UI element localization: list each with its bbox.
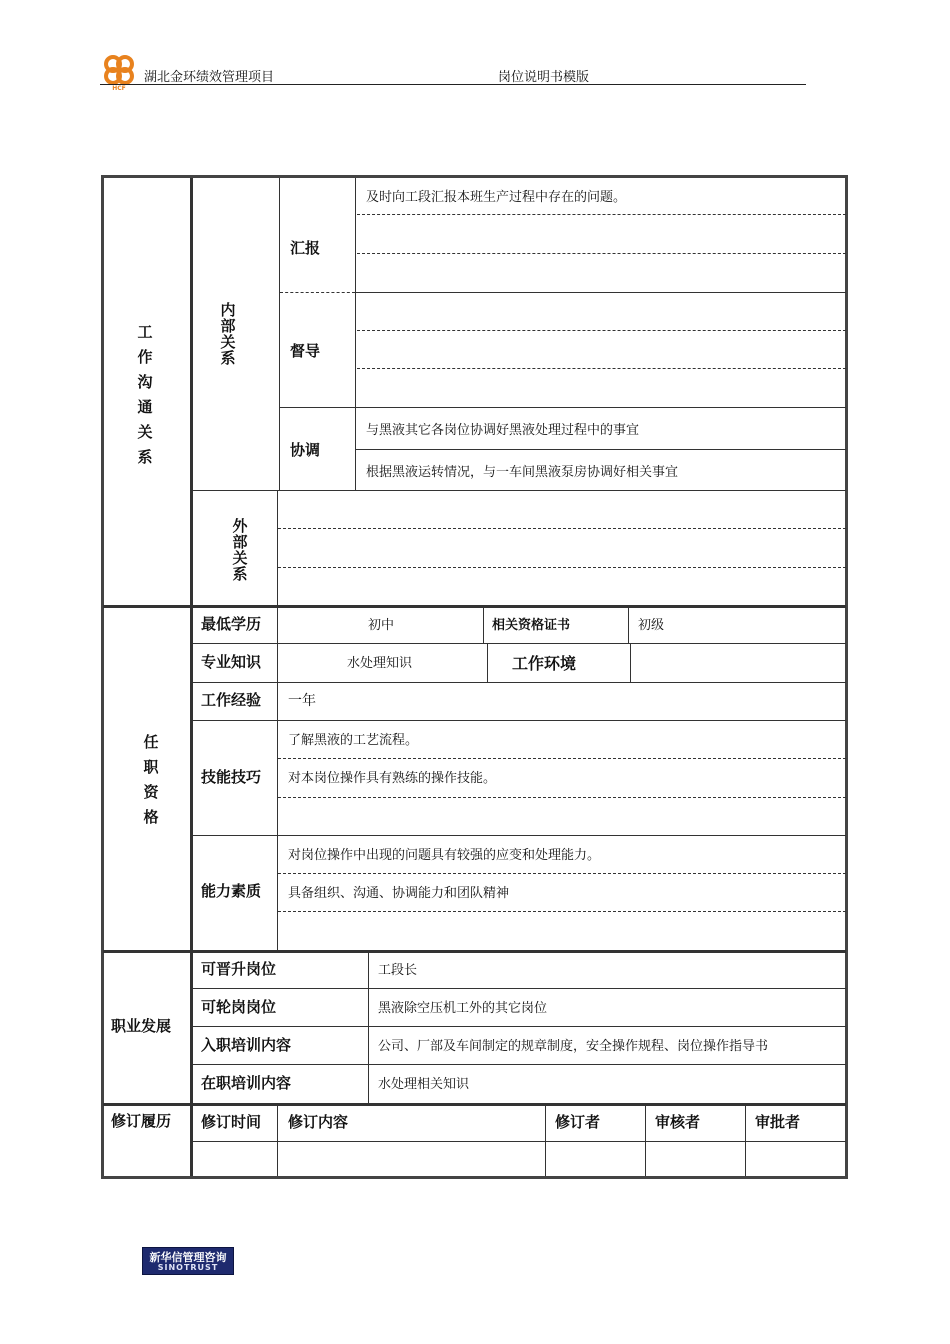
company-logo xyxy=(100,52,138,92)
environment-label: 工作环境 xyxy=(512,654,577,673)
inservice-training-value: 水处理相关知识 xyxy=(378,1077,470,1092)
inservice-training-label: 在职培训内容 xyxy=(201,1074,292,1092)
supervise-label: 督导 xyxy=(290,342,321,360)
promotion-value: 工段长 xyxy=(378,963,418,978)
skill-item: 对本岗位操作具有熟练的操作技能。 xyxy=(288,771,497,786)
career-section-label: 职业发展 xyxy=(111,1017,172,1035)
knowledge-label: 专业知识 xyxy=(201,653,262,671)
qualification-section-label: 任职资格 xyxy=(143,733,159,826)
revision-col-reviser: 修订者 xyxy=(555,1113,601,1131)
onboard-training-value: 公司、厂部及车间制定的规章制度，安全操作规程、岗位操作指导书 xyxy=(378,1039,769,1054)
footer-brand-en: SINOTRUST xyxy=(157,1263,219,1272)
ability-item: 具备组织、沟通、协调能力和团队精神 xyxy=(288,886,510,901)
revision-col-content: 修订内容 xyxy=(288,1113,349,1131)
communication-section-label: 工作沟通关系 xyxy=(137,323,153,466)
revision-section-label: 修订履历 xyxy=(111,1112,172,1130)
svg-text:HCF: HCF xyxy=(112,85,126,92)
footer-logo xyxy=(142,1247,234,1275)
external-relations-label: 外部关系 xyxy=(232,517,248,583)
coordinate-label: 协调 xyxy=(290,441,321,459)
promotion-label: 可晋升岗位 xyxy=(201,960,277,978)
header-project: 湖北金环绩效管理项目 xyxy=(144,70,275,85)
report-text: 及时向工段汇报本班生产过程中存在的问题。 xyxy=(366,190,627,205)
rotation-label: 可轮岗岗位 xyxy=(201,998,277,1016)
header-doc-type: 岗位说明书模版 xyxy=(498,70,590,85)
job-description-table xyxy=(101,175,848,1179)
report-label: 汇报 xyxy=(290,239,321,257)
internal-relations-label: 内部关系 xyxy=(220,301,236,367)
education-label: 最低学历 xyxy=(201,615,262,633)
onboard-training-label: 入职培训内容 xyxy=(201,1036,292,1054)
skills-label: 技能技巧 xyxy=(201,768,262,786)
header-rule xyxy=(100,84,806,85)
logo-icon xyxy=(100,52,138,92)
footer-brand-cn: 新华信管理咨询 xyxy=(149,1251,227,1264)
certificate-label: 相关资格证书 xyxy=(492,618,571,633)
revision-col-approver: 审批者 xyxy=(755,1113,801,1131)
certificate-value: 初级 xyxy=(638,618,665,633)
ability-item: 对岗位操作中出现的问题具有较强的应变和处理能力。 xyxy=(288,848,601,863)
ability-label: 能力素质 xyxy=(201,882,262,900)
coordinate-item: 与黑液其它各岗位协调好黑液处理过程中的事宜 xyxy=(366,423,640,438)
revision-col-reviewer: 审核者 xyxy=(655,1113,701,1131)
experience-label: 工作经验 xyxy=(201,691,262,709)
experience-value: 一年 xyxy=(288,693,316,709)
coordinate-item: 根据黑液运转情况，与一车间黑液泵房协调好相关事宜 xyxy=(366,465,679,480)
rotation-value: 黑液除空压机工外的其它岗位 xyxy=(378,1001,548,1016)
revision-col-time: 修订时间 xyxy=(201,1113,262,1131)
knowledge-value: 水处理知识 xyxy=(347,656,413,671)
education-value: 初中 xyxy=(368,618,395,633)
skill-item: 了解黑液的工艺流程。 xyxy=(288,733,419,748)
